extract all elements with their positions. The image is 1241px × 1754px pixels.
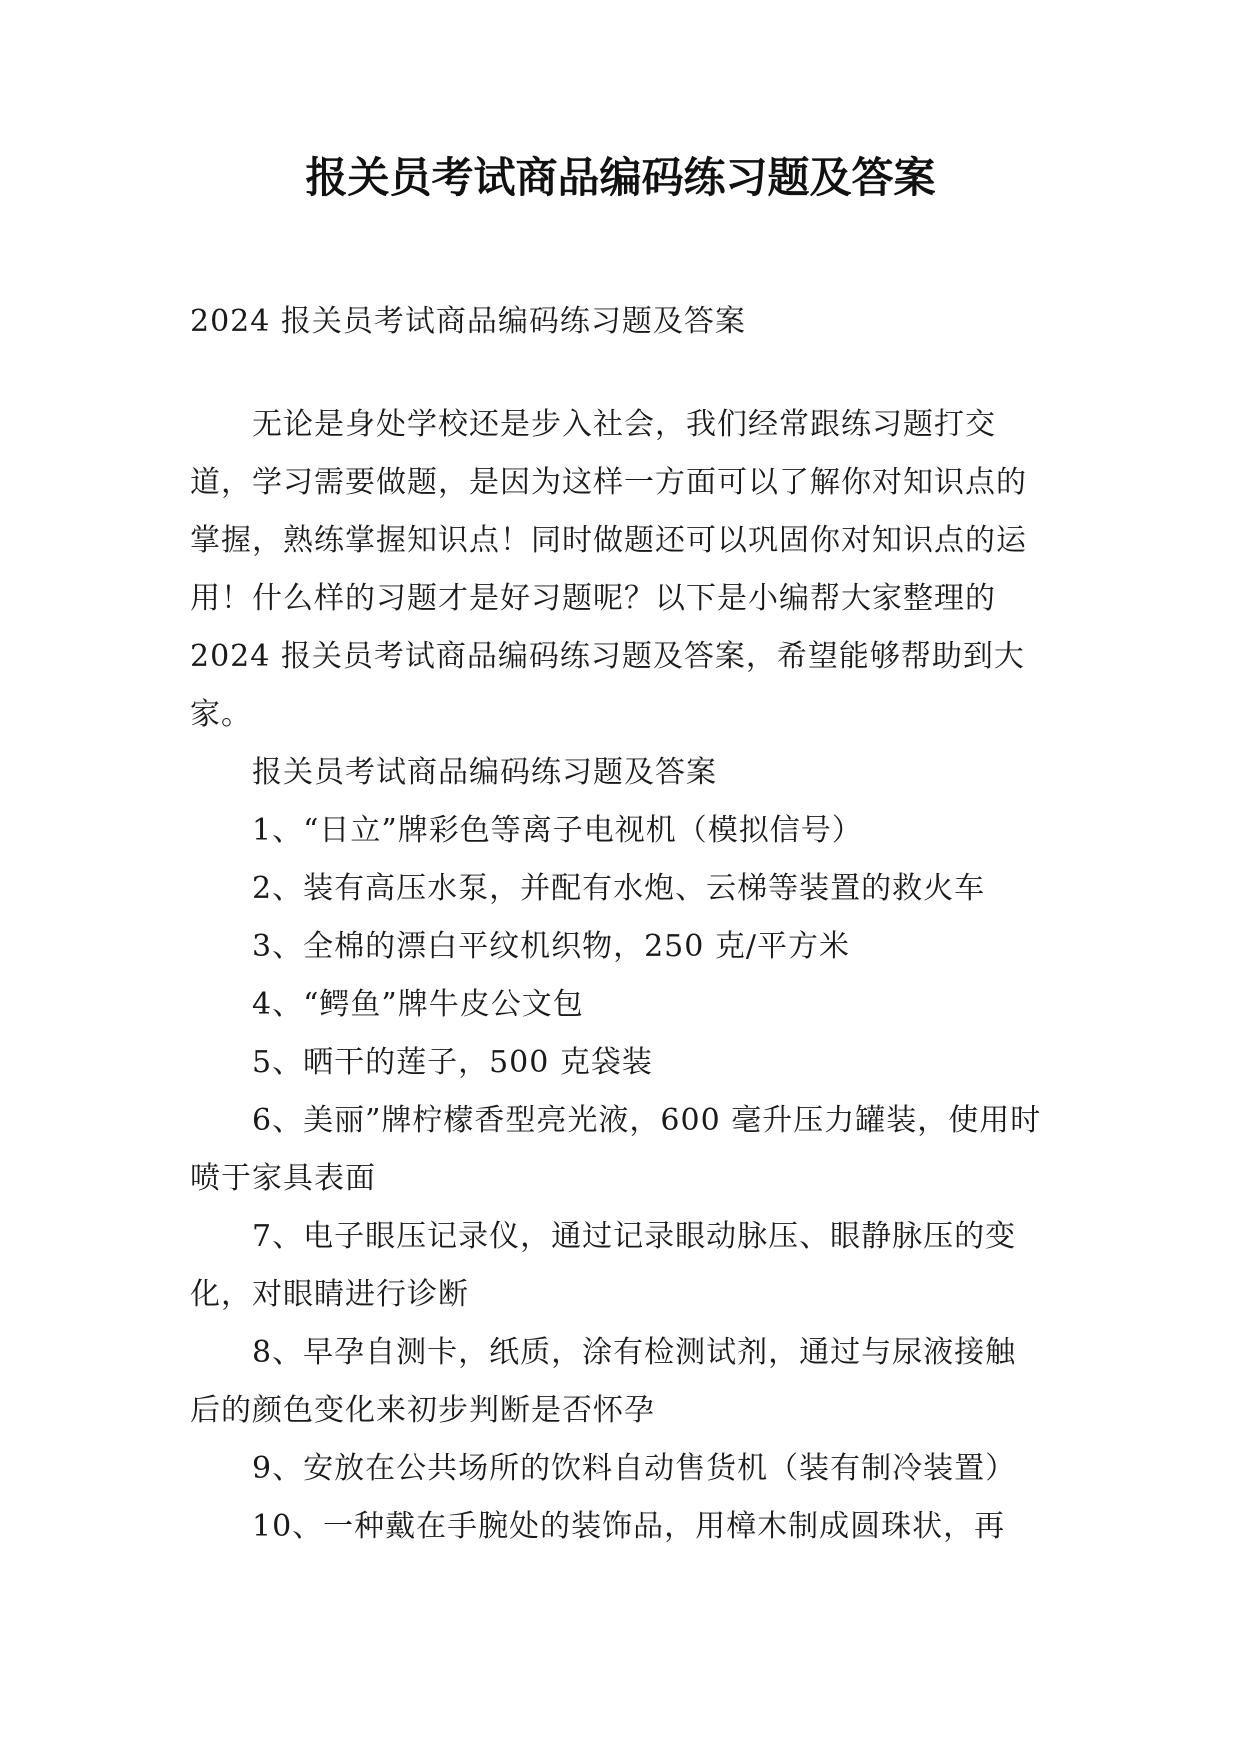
document-subtitle: 2024 报关员考试商品编码练习题及答案 xyxy=(190,304,746,339)
document-title: 报关员考试商品编码练习题及答案 xyxy=(305,153,936,202)
question-item: 5、晒干的莲子，500 克袋装 xyxy=(252,1045,653,1080)
intro-paragraph: 无论是身处学校还是步入社会，我们经常跟练习题打交道，学习需要做题，是因为这样一方面可以了解你对知识点的掌握，熟练掌握知识点！同时做题还可以巩固你对知识点的运用！什么样的习题才是好习题呢？以下是小编帮大家整理的 2024 报关员考试商品编码练习题及答案，希望能够帮助到大家。 xyxy=(190,407,1027,732)
question-item: 9、安放在公共场所的饮料自动售货机（装有制冷装置） xyxy=(252,1451,1017,1486)
question-item: 3、全棉的漂白平纹机织物，250 克/平方米 xyxy=(252,929,850,964)
question-item: 10、一种戴在手腕处的装饰品，用樟木制成圆珠状，再 xyxy=(252,1509,1006,1544)
section-heading: 报关员考试商品编码练习题及答案 xyxy=(252,755,717,790)
question-item: 8、早孕自测卡，纸质，涂有检测试剂，通过与尿液接触后的颜色变化来初步判断是否怀孕 xyxy=(190,1335,1017,1428)
question-item: 7、电子眼压记录仪，通过记录眼动脉压、眼静脉压的变化，对眼睛进行诊断 xyxy=(190,1219,1017,1312)
question-item: 4、“鳄鱼”牌牛皮公文包 xyxy=(252,987,584,1022)
question-item: 2、装有高压水泵，并配有水炮、云梯等装置的救火车 xyxy=(252,871,986,906)
question-item: 6、美丽”牌柠檬香型亮光液，600 毫升压力罐装，使用时喷于家具表面 xyxy=(190,1103,1042,1196)
question-item: 1、“日立”牌彩色等离子电视机（模拟信号） xyxy=(252,813,863,848)
document-body xyxy=(190,293,1045,1556)
